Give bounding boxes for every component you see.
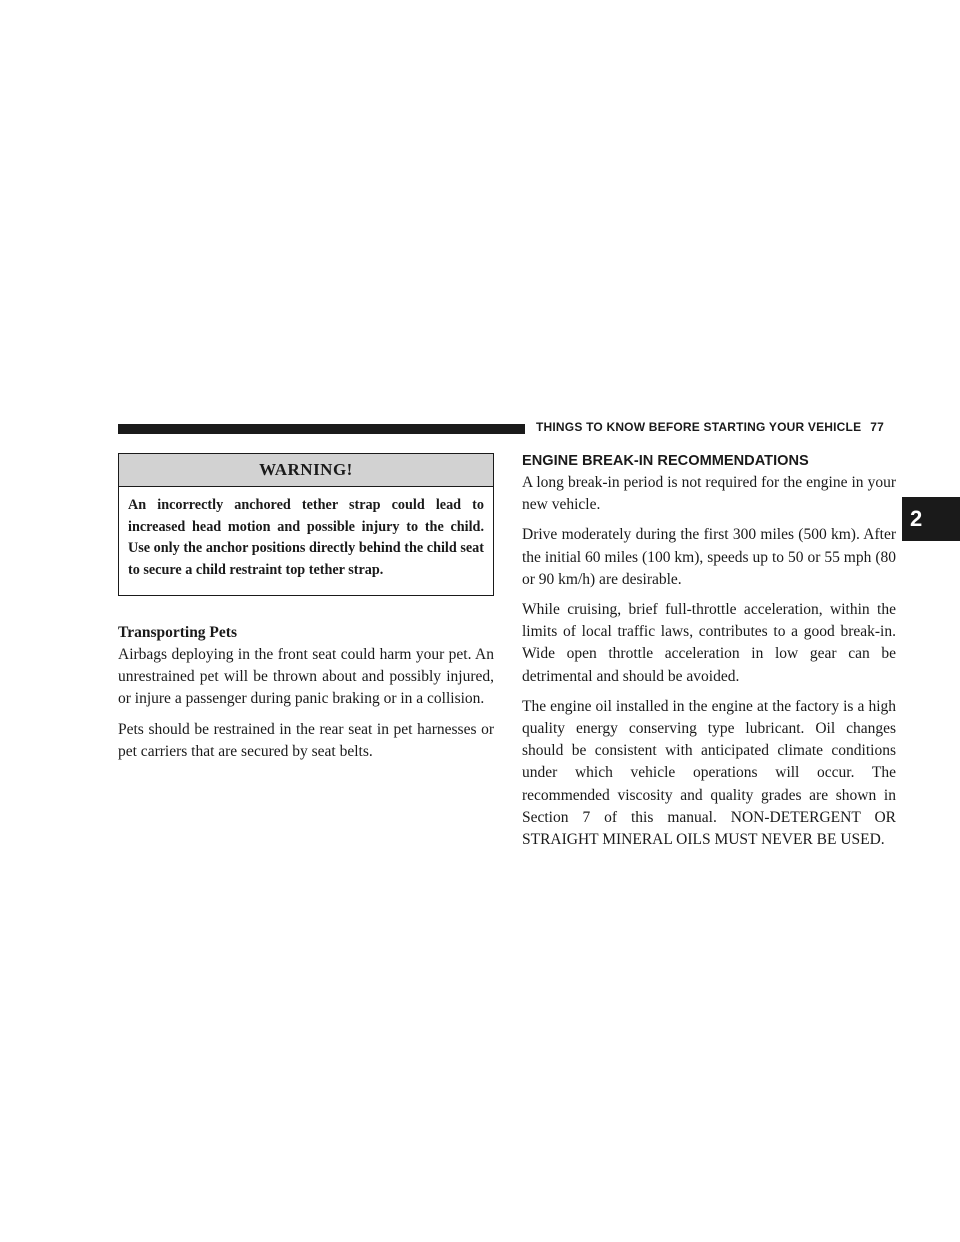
paragraph: The engine oil installed in the engine at the factory is a high quality energy conserving type lubricant. Oil changes should be consistent with anticipated climate conditions under which vehicle operations will occur. The recommended viscosity and quality grades are shown in Section 7 of this manual. NON-DETERGENT OR STRAIGHT MINERAL OILS MUST NEVER BE USED. xyxy=(522,697,896,849)
paragraph: Drive moderately during the first 300 miles (500 km). After the initial 60 miles (100 km), speeds up to 50 or 55 mph (80 or 90 km/h) are desirable. xyxy=(522,526,896,588)
header-rule xyxy=(118,424,525,434)
left-column xyxy=(118,622,494,771)
paragraph: While cruising, brief full-throttle acceleration, within the limits of local traffic laws, contributes to a good break-in. Wide open throttle acceleration in low gear can be detrimental and should be avoided. xyxy=(522,601,896,685)
paragraph: Airbags deploying in the front seat could harm your pet. An unrestrained pet will be thrown about and possibly injured, or injure a passenger during panic braking or in a collision. xyxy=(118,646,494,708)
subheading-transporting-pets: Transporting Pets xyxy=(118,624,237,641)
header-title: THINGS TO KNOW BEFORE STARTING YOUR VEHICLE xyxy=(536,420,862,434)
right-column xyxy=(522,452,896,859)
paragraph: A long break-in period is not required for the engine in your new vehicle. xyxy=(522,474,896,514)
warning-text: An incorrectly anchored tether strap could lead to increased head motion and possible injury to the child. Use only the anchor positions directly behind the child seat to secure a child restraint top tether strap. xyxy=(128,497,484,578)
running-header xyxy=(536,420,884,434)
section-heading: ENGINE BREAK-IN RECOMMENDATIONS xyxy=(522,453,809,469)
warning-box xyxy=(118,453,494,596)
chapter-tab: 2 xyxy=(902,497,960,541)
page-number: 77 xyxy=(870,420,885,434)
paragraph: Pets should be restrained in the rear seat in pet harnesses or pet carriers that are secured by seat belts. xyxy=(118,720,494,760)
warning-heading: WARNING! xyxy=(119,454,493,487)
